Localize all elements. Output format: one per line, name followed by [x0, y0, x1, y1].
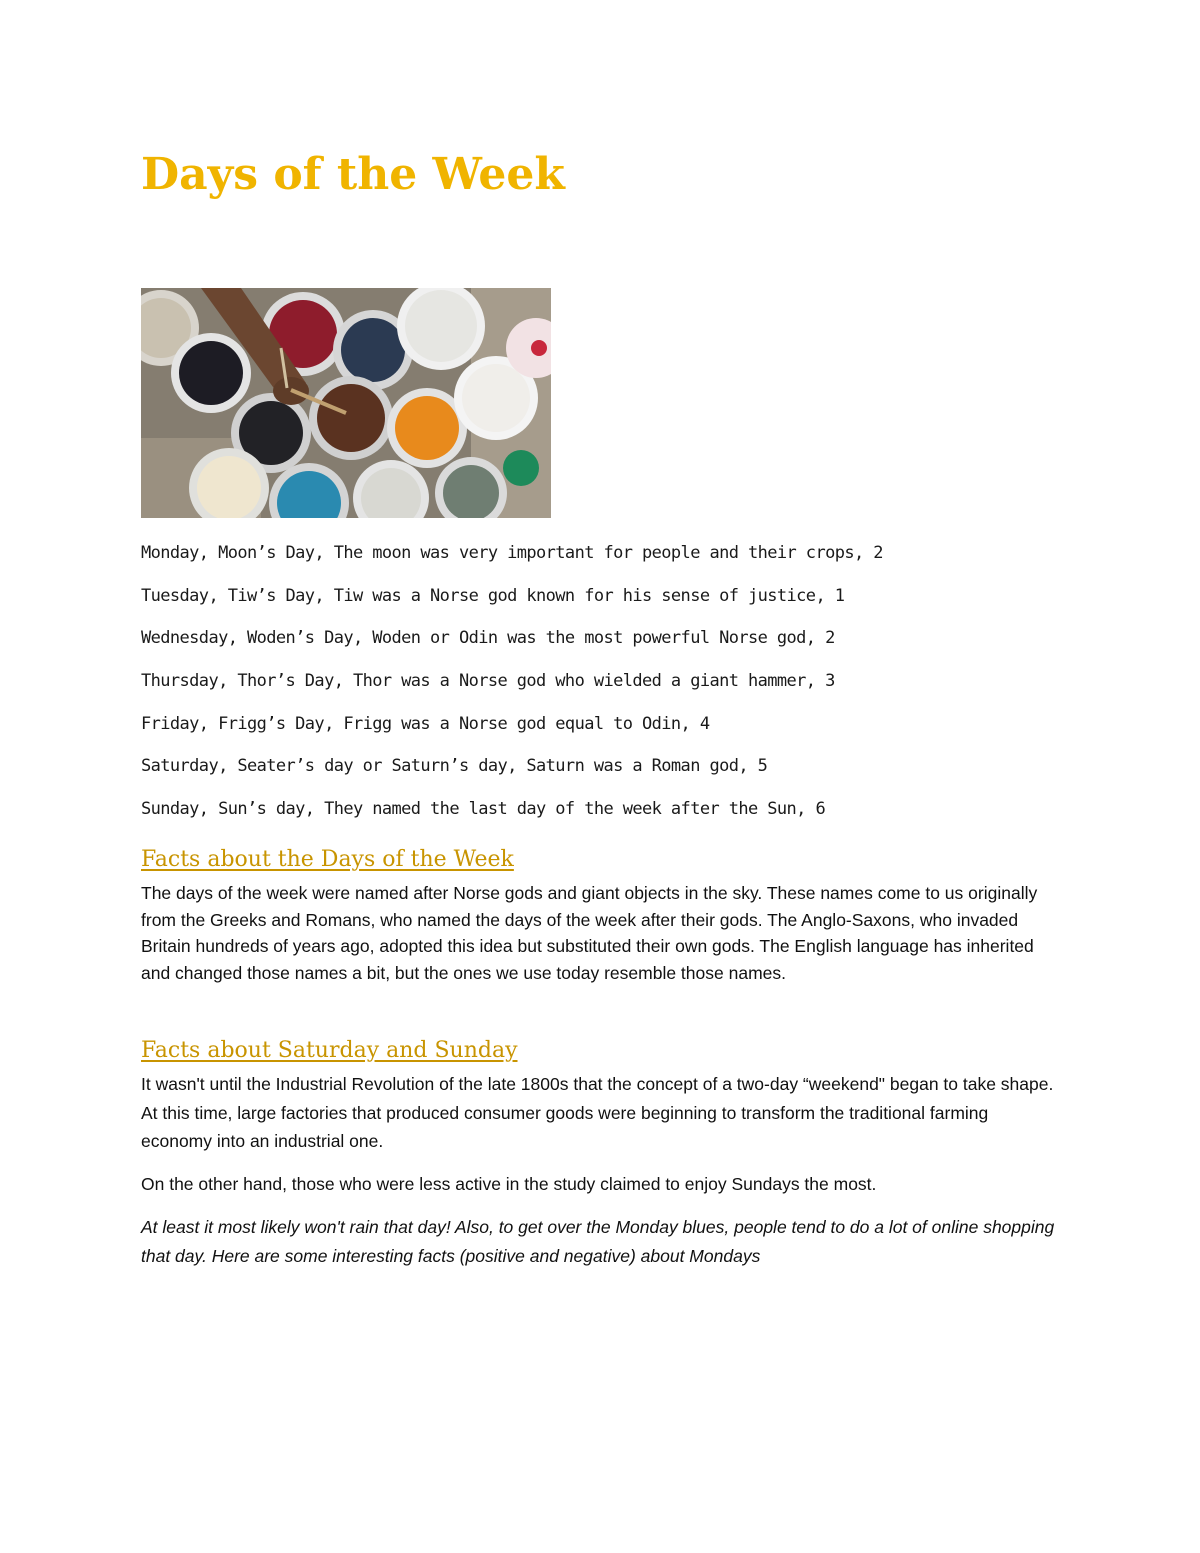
weekend-paragraph-2: On the other hand, those who were less active in the study claimed to enjoy Sundays the most. [141, 1174, 877, 1194]
section-heading-days-facts: Facts about the Days of the Week [141, 847, 514, 872]
page-title: Days of the Week [141, 149, 565, 200]
list-item: Monday, Moon’s Day, The moon was very important for people and their crops, 2 [141, 543, 883, 563]
days-list [141, 536, 883, 835]
list-item: Wednesday, Woden’s Day, Woden or Odin was the most powerful Norse god, 2 [141, 628, 835, 649]
list-item: Sunday, Sun’s day, They named the last day of the week after the Sun, 6 [141, 799, 826, 820]
paint-buckets-image [141, 288, 551, 518]
days-facts-paragraph: The days of the week were named after Norse gods and giant objects in the sky. These names come to us originally from the Greeks and Romans, who named the days of the week after their gods. The Anglo-Saxons, who invaded Britain hundreds of years ago, adopted this idea but substituted their own gods. The English language has inherited and changed those names a bit, but the ones we use today resemble those names. [141, 883, 1038, 983]
list-item: Friday, Frigg’s Day, Frigg was a Norse god equal to Odin, 4 [141, 713, 710, 734]
weekend-paragraph-3: At least it most likely won't rain that day! Also, to get over the Monday blues, people tend to do a lot of online shopping that day. Here are some interesting facts (positive and negative) about Mondays [141, 1217, 1055, 1266]
paint-buckets-photo [141, 288, 551, 518]
list-item: Thursday, Thor’s Day, Thor was a Norse god who wielded a giant hammer, 3 [141, 671, 835, 692]
section-heading-weekend-facts: Facts about Saturday and Sunday [141, 1038, 518, 1063]
list-item: Saturday, Seater’s day or Saturn’s day, Saturn was a Roman god, 5 [141, 756, 768, 777]
weekend-paragraph-1: It wasn't until the Industrial Revolution of the late 1800s that the concept of a two-day “weekend" began to take shape. At this time, large factories that produced consumer goods were beginning to transform the traditional farming economy into an industrial one. [141, 1074, 1054, 1151]
list-item: Tuesday, Tiw’s Day, Tiw was a Norse god known for his sense of justice, 1 [141, 585, 845, 606]
